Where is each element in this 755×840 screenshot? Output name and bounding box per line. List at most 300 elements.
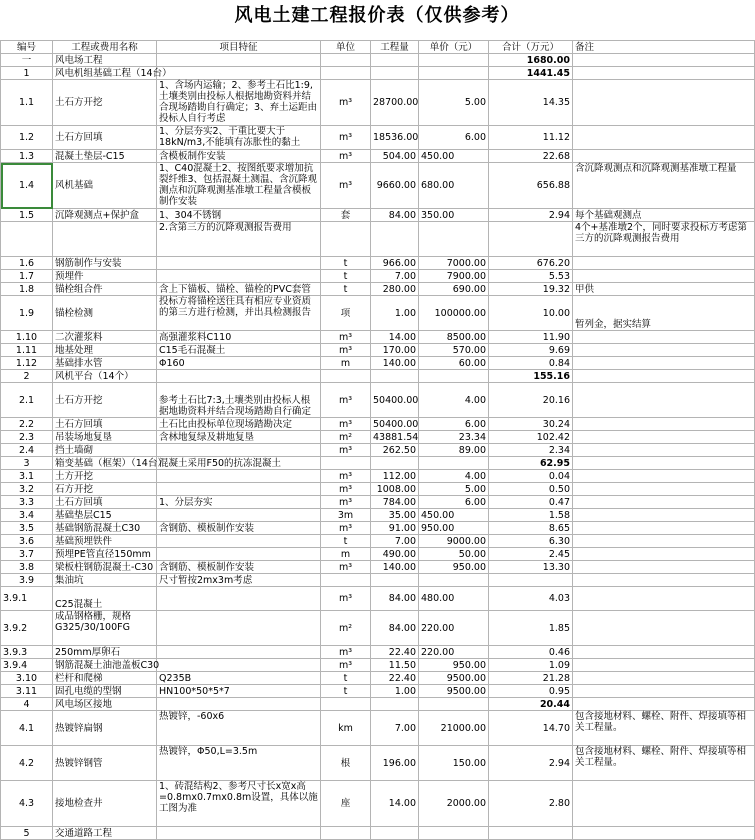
cell-no[interactable]: 3.7: [1, 548, 53, 561]
cell-feature[interactable]: [157, 270, 321, 283]
cell-feature[interactable]: 1、分层夯实2、干重比要大于18kN/m3,不能填有冻胀性的黏土: [157, 126, 321, 150]
cell-qty[interactable]: 170.00: [371, 344, 419, 357]
cell-total[interactable]: 676.20: [489, 257, 573, 270]
cell-note[interactable]: 暂列金，据实结算: [573, 296, 755, 331]
cell-no[interactable]: 1.2: [1, 126, 53, 150]
cell-price[interactable]: 21000.00: [419, 711, 489, 746]
cell-price[interactable]: 220.00: [419, 611, 489, 646]
cell-name[interactable]: 挡土墙砌: [53, 444, 157, 457]
cell-price[interactable]: 6.00: [419, 418, 489, 431]
cell-feature[interactable]: Q235B: [157, 672, 321, 685]
cell-no[interactable]: 1.7: [1, 270, 53, 283]
cell-note[interactable]: [573, 150, 755, 163]
cell-feature[interactable]: 1、304不锈钢: [157, 209, 321, 222]
cell-note[interactable]: 包含接地材料、螺栓、附件、焊接填等相关工程量。: [573, 746, 755, 781]
cell-total[interactable]: 1441.45: [489, 67, 573, 80]
cell-price[interactable]: [419, 54, 489, 67]
cell-note[interactable]: [573, 257, 755, 270]
cell-note[interactable]: [573, 509, 755, 522]
cell-feature[interactable]: [157, 483, 321, 496]
cell-total[interactable]: 14.35: [489, 80, 573, 126]
cell-note[interactable]: 包含接地材料、螺栓、附件、焊接填等相关工程量。: [573, 711, 755, 746]
cell-feature[interactable]: 尺寸暂按2mx3m考虑: [157, 574, 321, 587]
cell-total[interactable]: 2.80: [489, 781, 573, 827]
cell-price[interactable]: 220.00: [419, 646, 489, 659]
cell-qty[interactable]: 7.00: [371, 535, 419, 548]
cell-unit[interactable]: t: [321, 257, 371, 270]
header-cell-no[interactable]: 编号: [1, 41, 53, 54]
cell-price[interactable]: 450.00: [419, 150, 489, 163]
cell-note[interactable]: [573, 470, 755, 483]
cell-price[interactable]: 60.00: [419, 357, 489, 370]
cell-qty[interactable]: 1.00: [371, 685, 419, 698]
cell-qty[interactable]: 490.00: [371, 548, 419, 561]
cell-note[interactable]: [573, 54, 755, 67]
cell-name[interactable]: 土石方开挖: [53, 383, 157, 418]
cell-total[interactable]: 19.32: [489, 283, 573, 296]
cell-feature[interactable]: [157, 67, 321, 80]
cell-qty[interactable]: 1008.00: [371, 483, 419, 496]
cell-price[interactable]: [419, 370, 489, 383]
cell-no[interactable]: 3.5: [1, 522, 53, 535]
cell-name[interactable]: 预埋PE管直径150mm: [53, 548, 157, 561]
cell-price[interactable]: 9500.00: [419, 672, 489, 685]
cell-total[interactable]: 0.95: [489, 685, 573, 698]
cell-qty[interactable]: [371, 698, 419, 711]
cell-unit[interactable]: [321, 67, 371, 80]
cell-note[interactable]: [573, 827, 755, 840]
cell-note[interactable]: [573, 270, 755, 283]
cell-feature[interactable]: [157, 548, 321, 561]
cell-note[interactable]: [573, 611, 755, 646]
cell-feature[interactable]: [157, 470, 321, 483]
cell-total[interactable]: 5.53: [489, 270, 573, 283]
cell-feature[interactable]: [157, 535, 321, 548]
cell-no[interactable]: 3.9.3: [1, 646, 53, 659]
cell-total[interactable]: 656.88: [489, 163, 573, 209]
cell-total[interactable]: 0.04: [489, 470, 573, 483]
cell-name[interactable]: 热镀锌钢管: [53, 746, 157, 781]
cell-note[interactable]: 每个基础观测点: [573, 209, 755, 222]
cell-feature[interactable]: [157, 646, 321, 659]
cell-feature[interactable]: 高强灌浆料C110: [157, 331, 321, 344]
cell-feature[interactable]: 1、砖混结构2、参考尺寸长x宽x高=0.8mx0.7mx0.8m设置，具体以施工图为准: [157, 781, 321, 827]
cell-total[interactable]: 2.94: [489, 746, 573, 781]
cell-price[interactable]: 6.00: [419, 126, 489, 150]
cell-name[interactable]: 预埋件: [53, 270, 157, 283]
cell-name[interactable]: 土石方开挖: [53, 80, 157, 126]
cell-name[interactable]: 成品钢格栅，规格G325/30/100FG: [53, 611, 157, 646]
cell-no[interactable]: 1.11: [1, 344, 53, 357]
cell-note[interactable]: 4个+基准墩2个，同时要求投标方考虑第三方的沉降观测报告费用: [573, 222, 755, 257]
cell-note[interactable]: [573, 587, 755, 611]
cell-feature[interactable]: 投标方将锚栓送往具有相应专业资质的第三方进行检测，并出具检测报告: [157, 296, 321, 331]
cell-total[interactable]: 4.03: [489, 587, 573, 611]
cell-name[interactable]: 箱变基础（框架）（14台）: [53, 457, 157, 470]
cell-name[interactable]: 接地检查井: [53, 781, 157, 827]
cell-unit[interactable]: m³: [321, 126, 371, 150]
header-cell-total[interactable]: 合计（万元）: [489, 41, 573, 54]
cell-feature[interactable]: HN100*50*5*7: [157, 685, 321, 698]
cell-qty[interactable]: 140.00: [371, 357, 419, 370]
cell-feature[interactable]: C15毛石混凝土: [157, 344, 321, 357]
cell-feature[interactable]: Φ160: [157, 357, 321, 370]
cell-qty[interactable]: [371, 222, 419, 257]
cell-unit[interactable]: m³: [321, 331, 371, 344]
cell-no[interactable]: 3.9.2: [1, 611, 53, 646]
cell-name[interactable]: 吊装场地复垦: [53, 431, 157, 444]
cell-name[interactable]: 钢筋混凝土油池盖板C30: [53, 659, 157, 672]
cell-no[interactable]: 5: [1, 827, 53, 840]
cell-note[interactable]: [573, 672, 755, 685]
cell-name[interactable]: C25混凝土: [53, 587, 157, 611]
cell-total[interactable]: 2.94: [489, 209, 573, 222]
cell-price[interactable]: 570.00: [419, 344, 489, 357]
cell-unit[interactable]: m: [321, 357, 371, 370]
cell-unit[interactable]: m²: [321, 611, 371, 646]
cell-total[interactable]: 1680.00: [489, 54, 573, 67]
cell-qty[interactable]: 784.00: [371, 496, 419, 509]
cell-name[interactable]: 风电场工程: [53, 54, 157, 67]
cell-name[interactable]: 250mm厚卵石: [53, 646, 157, 659]
cell-qty[interactable]: [371, 457, 419, 470]
cell-qty[interactable]: 1.00: [371, 296, 419, 331]
cell-qty[interactable]: 7.00: [371, 711, 419, 746]
header-cell-name[interactable]: 工程或费用名称: [53, 41, 157, 54]
cell-price[interactable]: 150.00: [419, 746, 489, 781]
cell-note[interactable]: [573, 370, 755, 383]
cell-no[interactable]: 4: [1, 698, 53, 711]
cell-unit[interactable]: [321, 54, 371, 67]
cell-note[interactable]: [573, 444, 755, 457]
cell-unit[interactable]: m³: [321, 496, 371, 509]
cell-total[interactable]: 11.12: [489, 126, 573, 150]
cell-qty[interactable]: 28700.00: [371, 80, 419, 126]
cell-price[interactable]: 9000.00: [419, 535, 489, 548]
cell-unit[interactable]: m³: [321, 561, 371, 574]
cell-unit[interactable]: [321, 457, 371, 470]
cell-feature[interactable]: 土石比由投标单位现场踏勘决定: [157, 418, 321, 431]
cell-total[interactable]: [489, 574, 573, 587]
cell-no[interactable]: 3.2: [1, 483, 53, 496]
cell-note[interactable]: [573, 561, 755, 574]
cell-qty[interactable]: 966.00: [371, 257, 419, 270]
cell-price[interactable]: 7900.00: [419, 270, 489, 283]
cell-no[interactable]: 1.3: [1, 150, 53, 163]
cell-feature[interactable]: 含钢筋、模板制作安装: [157, 561, 321, 574]
cell-note[interactable]: [573, 67, 755, 80]
cell-feature[interactable]: [157, 444, 321, 457]
cell-name[interactable]: 钢筋制作与安装: [53, 257, 157, 270]
cell-feature[interactable]: 2.含第三方的沉降观测报告费用: [157, 222, 321, 257]
cell-no[interactable]: 2: [1, 370, 53, 383]
cell-note[interactable]: 甲供: [573, 283, 755, 296]
cell-price[interactable]: 7000.00: [419, 257, 489, 270]
cell-unit[interactable]: m: [321, 548, 371, 561]
cell-feature[interactable]: 1、C40混凝土2、按图纸要求增加抗裂纤维3、包括混凝土测温、含沉降观测点和沉降观测基准墩工程量含模板制作安装: [157, 163, 321, 209]
cell-unit[interactable]: km: [321, 711, 371, 746]
cell-note[interactable]: [573, 574, 755, 587]
cell-total[interactable]: 102.42: [489, 431, 573, 444]
cell-total[interactable]: 0.47: [489, 496, 573, 509]
cell-no[interactable]: 3.4: [1, 509, 53, 522]
cell-price[interactable]: 100000.00: [419, 296, 489, 331]
cell-unit[interactable]: m³: [321, 163, 371, 209]
cell-unit[interactable]: m³: [321, 150, 371, 163]
cell-total[interactable]: 20.44: [489, 698, 573, 711]
cell-name[interactable]: 固孔电缆的型钢: [53, 685, 157, 698]
cell-total[interactable]: 6.30: [489, 535, 573, 548]
cell-qty[interactable]: [371, 574, 419, 587]
cell-no[interactable]: 1.9: [1, 296, 53, 331]
cell-no[interactable]: 1.5: [1, 209, 53, 222]
cell-no[interactable]: 一: [1, 54, 53, 67]
cell-total[interactable]: 8.65: [489, 522, 573, 535]
cell-price[interactable]: [419, 457, 489, 470]
cell-price[interactable]: 480.00: [419, 587, 489, 611]
cell-total[interactable]: 0.50: [489, 483, 573, 496]
cell-name[interactable]: 地基处理: [53, 344, 157, 357]
cell-feature[interactable]: [157, 370, 321, 383]
cell-name[interactable]: 热镀锌扁钢: [53, 711, 157, 746]
cell-feature[interactable]: 混凝土采用F50的抗冻混凝土: [157, 457, 321, 470]
cell-unit[interactable]: 项: [321, 296, 371, 331]
cell-note[interactable]: [573, 646, 755, 659]
cell-note[interactable]: [573, 483, 755, 496]
cell-feature[interactable]: 含钢筋、模板制作安装: [157, 522, 321, 535]
cell-name[interactable]: 锚栓组合件: [53, 283, 157, 296]
cell-total[interactable]: 21.28: [489, 672, 573, 685]
cell-unit[interactable]: [321, 698, 371, 711]
cell-unit[interactable]: [321, 827, 371, 840]
cell-price[interactable]: 8500.00: [419, 331, 489, 344]
cell-qty[interactable]: 196.00: [371, 746, 419, 781]
cell-qty[interactable]: 112.00: [371, 470, 419, 483]
cell-feature[interactable]: [157, 827, 321, 840]
cell-name[interactable]: 混凝土垫层-C15: [53, 150, 157, 163]
cell-no[interactable]: 1.4: [1, 163, 53, 209]
cell-total[interactable]: 62.95: [489, 457, 573, 470]
cell-name[interactable]: 沉降观测点+保护盒: [53, 209, 157, 222]
cell-qty[interactable]: 280.00: [371, 283, 419, 296]
cell-unit[interactable]: 座: [321, 781, 371, 827]
cell-feature[interactable]: 热镀锌，Φ50,L=3.5m: [157, 746, 321, 781]
cell-qty[interactable]: 504.00: [371, 150, 419, 163]
cell-no[interactable]: 3: [1, 457, 53, 470]
cell-note[interactable]: [573, 535, 755, 548]
cell-price[interactable]: [419, 827, 489, 840]
cell-total[interactable]: 1.85: [489, 611, 573, 646]
cell-name[interactable]: 土石方回填: [53, 126, 157, 150]
cell-qty[interactable]: [371, 827, 419, 840]
header-cell-feature[interactable]: 项目特征: [157, 41, 321, 54]
cell-name[interactable]: 栏杆和爬梯: [53, 672, 157, 685]
cell-qty[interactable]: [371, 67, 419, 80]
cell-no[interactable]: 4.3: [1, 781, 53, 827]
cell-total[interactable]: 1.58: [489, 509, 573, 522]
cell-feature[interactable]: 参考土石比7:3,土壤类别由投标人根据地勘资料并结合现场踏勘自行确定: [157, 383, 321, 418]
cell-name[interactable]: 基础垫层C15: [53, 509, 157, 522]
cell-no[interactable]: 2.1: [1, 383, 53, 418]
cell-note[interactable]: [573, 431, 755, 444]
header-cell-price[interactable]: 单价（元）: [419, 41, 489, 54]
cell-qty[interactable]: 18536.00: [371, 126, 419, 150]
cell-note[interactable]: [573, 126, 755, 150]
cell-total[interactable]: 14.70: [489, 711, 573, 746]
cell-price[interactable]: 50.00: [419, 548, 489, 561]
cell-no[interactable]: 1.1: [1, 80, 53, 126]
header-cell-unit[interactable]: 单位: [321, 41, 371, 54]
header-cell-note[interactable]: 备注: [573, 41, 755, 54]
cell-unit[interactable]: m²: [321, 431, 371, 444]
cell-no[interactable]: 3.9.1: [1, 587, 53, 611]
cell-unit[interactable]: 套: [321, 209, 371, 222]
cell-price[interactable]: 680.00: [419, 163, 489, 209]
cell-qty[interactable]: 22.40: [371, 672, 419, 685]
cell-price[interactable]: [419, 574, 489, 587]
cell-name[interactable]: 梁板柱钢筋混凝土-C30: [53, 561, 157, 574]
cell-name[interactable]: 土石方回填: [53, 418, 157, 431]
cell-price[interactable]: 4.00: [419, 470, 489, 483]
cell-name[interactable]: 风电场区接地: [53, 698, 157, 711]
cell-no[interactable]: 3.11: [1, 685, 53, 698]
cell-note[interactable]: [573, 698, 755, 711]
cell-note[interactable]: [573, 685, 755, 698]
cell-total[interactable]: [489, 827, 573, 840]
cell-note[interactable]: [573, 457, 755, 470]
cell-qty[interactable]: 84.00: [371, 587, 419, 611]
cell-qty[interactable]: 14.00: [371, 331, 419, 344]
cell-no[interactable]: 1.10: [1, 331, 53, 344]
cell-qty[interactable]: [371, 370, 419, 383]
cell-qty[interactable]: 50400.00: [371, 383, 419, 418]
cell-feature[interactable]: [157, 659, 321, 672]
cell-unit[interactable]: m³: [321, 483, 371, 496]
cell-no[interactable]: [1, 222, 53, 257]
cell-unit[interactable]: t: [321, 672, 371, 685]
cell-name[interactable]: 锚栓检测: [53, 296, 157, 331]
cell-price[interactable]: 950.00: [419, 561, 489, 574]
cell-qty[interactable]: 9660.00: [371, 163, 419, 209]
cell-name[interactable]: 基础钢筋混凝土C30: [53, 522, 157, 535]
cell-name[interactable]: 风电机组基础工程（14台）: [53, 67, 157, 80]
cell-total[interactable]: 0.84: [489, 357, 573, 370]
cell-feature[interactable]: 热镀锌，-60x6: [157, 711, 321, 746]
cell-price[interactable]: 350.00: [419, 209, 489, 222]
cell-unit[interactable]: [321, 222, 371, 257]
cell-unit[interactable]: m³: [321, 587, 371, 611]
cell-price[interactable]: 950.00: [419, 522, 489, 535]
cell-total[interactable]: 155.16: [489, 370, 573, 383]
cell-qty[interactable]: 140.00: [371, 561, 419, 574]
cell-total[interactable]: 30.24: [489, 418, 573, 431]
cell-price[interactable]: 450.00: [419, 509, 489, 522]
cell-no[interactable]: 4.1: [1, 711, 53, 746]
cell-total[interactable]: 20.16: [489, 383, 573, 418]
cell-feature[interactable]: [157, 509, 321, 522]
cell-no[interactable]: 2.4: [1, 444, 53, 457]
cell-unit[interactable]: m³: [321, 80, 371, 126]
cell-note[interactable]: [573, 344, 755, 357]
cell-price[interactable]: 4.00: [419, 383, 489, 418]
cell-feature[interactable]: 含上下锚板、锚栓、锚栓的PVC套管: [157, 283, 321, 296]
cell-unit[interactable]: m³: [321, 646, 371, 659]
cell-no[interactable]: 3.6: [1, 535, 53, 548]
cell-note[interactable]: [573, 496, 755, 509]
cell-note[interactable]: [573, 418, 755, 431]
cell-qty[interactable]: 11.50: [371, 659, 419, 672]
cell-no[interactable]: 3.8: [1, 561, 53, 574]
cell-note[interactable]: [573, 522, 755, 535]
cell-price[interactable]: [419, 67, 489, 80]
cell-name[interactable]: 土方开挖: [53, 470, 157, 483]
cell-total[interactable]: 2.34: [489, 444, 573, 457]
cell-price[interactable]: 89.00: [419, 444, 489, 457]
cell-unit[interactable]: m³: [321, 418, 371, 431]
cell-unit[interactable]: t: [321, 283, 371, 296]
cell-note[interactable]: [573, 781, 755, 827]
cell-name[interactable]: 风机基础: [53, 163, 157, 209]
cell-unit[interactable]: t: [321, 535, 371, 548]
cell-total[interactable]: 10.00: [489, 296, 573, 331]
cell-price[interactable]: 690.00: [419, 283, 489, 296]
cell-price[interactable]: 2000.00: [419, 781, 489, 827]
cell-price[interactable]: 23.34: [419, 431, 489, 444]
cell-note[interactable]: [573, 659, 755, 672]
cell-note[interactable]: [573, 548, 755, 561]
cell-feature[interactable]: [157, 587, 321, 611]
cell-total[interactable]: 13.30: [489, 561, 573, 574]
cell-qty[interactable]: 14.00: [371, 781, 419, 827]
cell-name[interactable]: 土石方回填: [53, 496, 157, 509]
cell-price[interactable]: 6.00: [419, 496, 489, 509]
cell-unit[interactable]: 根: [321, 746, 371, 781]
cell-unit[interactable]: m³: [321, 659, 371, 672]
cell-total[interactable]: 1.09: [489, 659, 573, 672]
cell-total[interactable]: [489, 222, 573, 257]
cell-unit[interactable]: [321, 574, 371, 587]
cell-qty[interactable]: 262.50: [371, 444, 419, 457]
cell-note[interactable]: [573, 80, 755, 126]
cell-no[interactable]: 3.10: [1, 672, 53, 685]
cell-price[interactable]: [419, 698, 489, 711]
cell-feature[interactable]: [157, 611, 321, 646]
cell-no[interactable]: 3.9.4: [1, 659, 53, 672]
cell-note[interactable]: 含沉降观测点和沉降观测基准墩工程量: [573, 163, 755, 209]
cell-note[interactable]: [573, 357, 755, 370]
cell-unit[interactable]: 3m: [321, 509, 371, 522]
cell-unit[interactable]: m³: [321, 344, 371, 357]
cell-name[interactable]: 基础排水管: [53, 357, 157, 370]
cell-name[interactable]: 基础预埋铁件: [53, 535, 157, 548]
cell-name[interactable]: 二次灌浆料: [53, 331, 157, 344]
cell-no[interactable]: 4.2: [1, 746, 53, 781]
cell-qty[interactable]: 22.40: [371, 646, 419, 659]
cell-no[interactable]: 3.3: [1, 496, 53, 509]
cell-feature[interactable]: [157, 698, 321, 711]
cell-no[interactable]: 2.2: [1, 418, 53, 431]
cell-no[interactable]: 3.1: [1, 470, 53, 483]
cell-qty[interactable]: 7.00: [371, 270, 419, 283]
cell-feature[interactable]: 1、分层夯实: [157, 496, 321, 509]
cell-name[interactable]: 风机平台（14个）: [53, 370, 157, 383]
cell-unit[interactable]: m³: [321, 470, 371, 483]
cell-price[interactable]: [419, 222, 489, 257]
cell-total[interactable]: 0.46: [489, 646, 573, 659]
cell-unit[interactable]: m³: [321, 383, 371, 418]
cell-qty[interactable]: 84.00: [371, 611, 419, 646]
cell-price[interactable]: 5.00: [419, 80, 489, 126]
